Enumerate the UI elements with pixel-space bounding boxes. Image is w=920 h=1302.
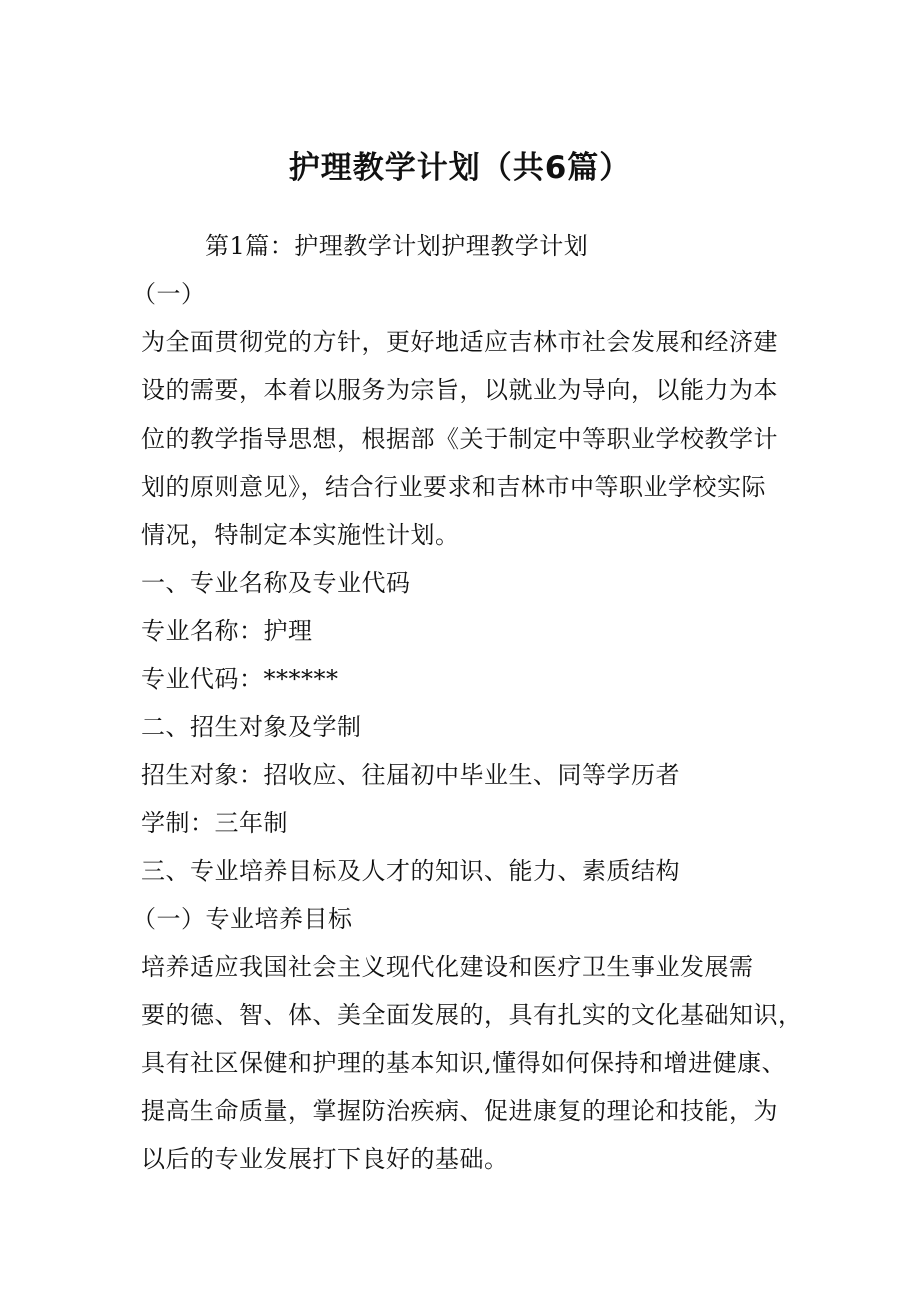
intro-line: 情况，特制定本实施性计划。 bbox=[141, 521, 460, 549]
goal-line: 要的德、智、体、美全面发展的，具有扎实的文化基础知识， bbox=[141, 1001, 803, 1029]
section-marker: （一） bbox=[132, 280, 206, 308]
intro-line: 划的原则意见》，结合行业要求和吉林市中等职业学校实际 bbox=[141, 473, 766, 501]
goal-line: 具有社区保健和护理的基本知识,懂得如何保持和增进健康、 bbox=[141, 1049, 787, 1077]
goal-line: 以后的专业发展打下良好的基础。 bbox=[141, 1145, 509, 1173]
major-code: 专业代码：****** bbox=[141, 665, 339, 693]
enrollment-target: 招生对象：招收应、往届初中毕业生、同等学历者 bbox=[141, 761, 680, 789]
section1-heading: 一、专业名称及专业代码 bbox=[141, 569, 411, 597]
subsection-heading: （一）专业培养目标 bbox=[132, 905, 353, 933]
section3-heading: 三、专业培养目标及人才的知识、能力、素质结构 bbox=[141, 857, 680, 885]
major-name: 专业名称：护理 bbox=[141, 617, 313, 645]
duration: 学制：三年制 bbox=[141, 809, 288, 837]
intro-line: 位的教学指导思想，根据部《关于制定中等职业学校教学计 bbox=[141, 425, 778, 453]
section2-heading: 二、招生对象及学制 bbox=[141, 713, 362, 741]
intro-line: 为全面贯彻党的方针，更好地适应吉林市社会发展和经济建 bbox=[141, 328, 778, 356]
chapter-heading: 第1篇：护理教学计划护理教学计划 bbox=[205, 232, 589, 260]
goal-line: 提高生命质量，掌握防治疾病、促进康复的理论和技能，为 bbox=[141, 1097, 778, 1125]
intro-line: 设的需要，本着以服务为宗旨，以就业为导向，以能力为本 bbox=[141, 376, 778, 404]
document-title: 护理教学计划（共6篇） bbox=[288, 150, 632, 186]
goal-line: 培养适应我国社会主义现代化建设和医疗卫生事业发展需 bbox=[141, 953, 754, 981]
